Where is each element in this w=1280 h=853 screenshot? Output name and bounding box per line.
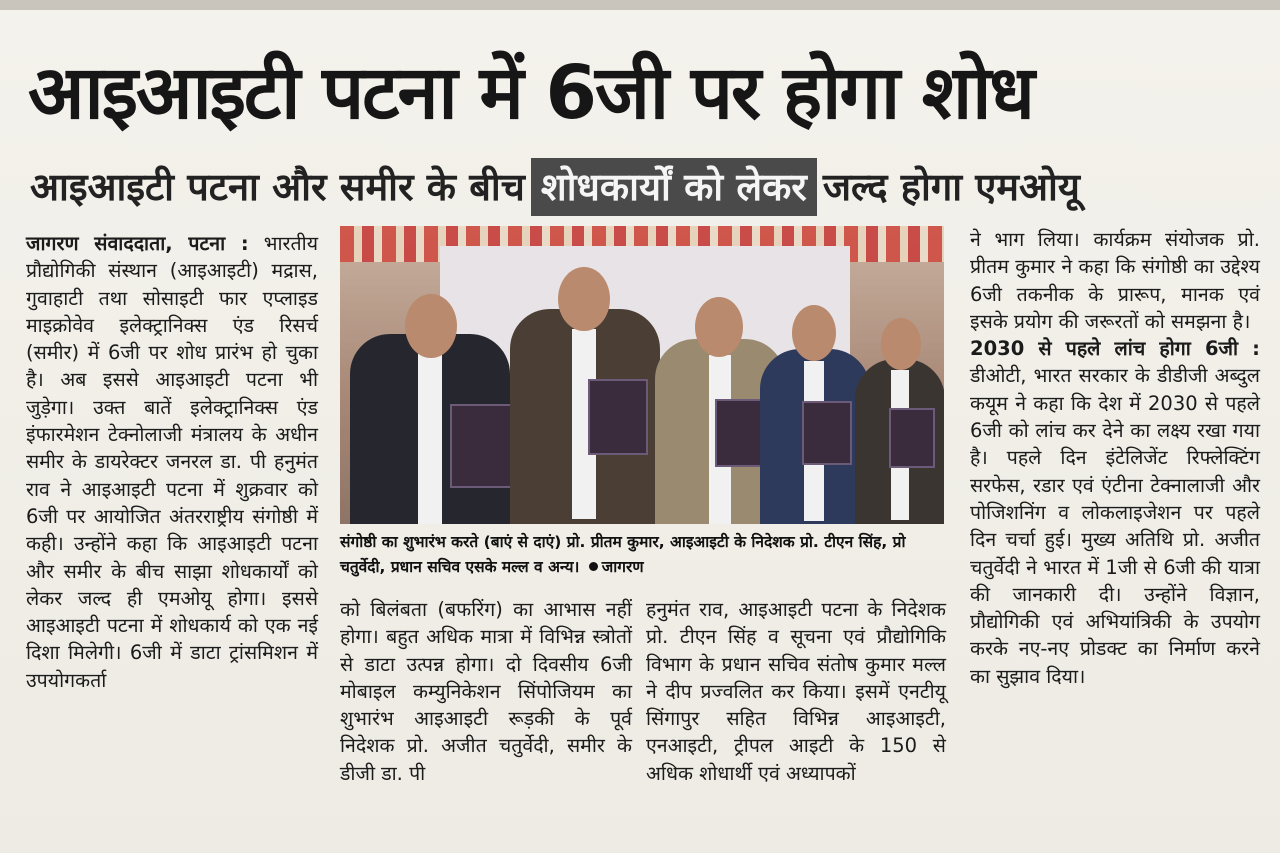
photo-credit: जागरण xyxy=(601,558,644,576)
subheadline-highlight: शोधकार्यों को लेकर xyxy=(531,158,817,216)
article-column-1 xyxy=(26,230,318,694)
person-5 xyxy=(855,304,944,524)
article-column-4 xyxy=(970,226,1260,690)
caption-text: संगोष्ठी का शुभारंभ करते (बाएं से दाएं) प्रो. प्रीतम कुमार, आइआइटी के निदेशक प्रो. टीएन सिंह, प्रो चतुर्वेदी, प्रधान सचिव एसके मल्ल व अन्य। xyxy=(340,533,906,576)
column-4-text-1: ने भाग लिया। कार्यक्रम संयोजक प्रो. प्रीतम कुमार ने कहा कि संगोष्ठी का उद्देश्य 6जी तकनीक के प्रारूप, मानक एवं इसके प्रयोग की जरूरतों को समझना है। xyxy=(970,228,1260,333)
event-photo xyxy=(340,226,944,524)
column-2-text: को बिलंबता (बफरिंग) का आभास नहीं होगा। बहुत अधिक मात्रा में विभिन्न स्त्रोतों से डाटा उत्पन्न होगा। दो दिवसीय 6जी मोबाइल कम्युनिकेशन सिंपोजियम का शुभारंभ आइआइटी रूड़की के पूर्व निदेशक प्रो. अजीत चतुर्वेदी, समीर के डीजी डा. पी xyxy=(340,598,632,785)
column-4-text-2: डीओटी, भारत सरकार के डीडीजी अब्दुल कयूम ने कहा कि देश में 2030 से पहले 6जी को लांच कर देने का लक्ष्य रखा गया है। पहले दिन इंटेलिजेंट रिफ्लेक्टिंग सरफेस, रडार एवं एंटीना टेक्नालाजी और पोजिशनिंग व लोकलाइजेशन पर पहले दिन चर्चा हुई। मुख्य अतिथि प्रो. अजीत चतुर्वेदी ने भारत में 1जी से 6जी की यात्रा की जानकारी दी। उन्होंने विज्ञान, प्रौद्योगिकी एवं अभियांत्रिकी के उपयोग करके नए-नए प्रोडक्ट का निर्माण करने का सुझाव दिया। xyxy=(970,364,1260,688)
page-edge xyxy=(0,0,1280,10)
credit-icon xyxy=(589,562,598,571)
subheadline xyxy=(30,155,1270,219)
person-2 xyxy=(510,249,660,524)
subheadline-after: जल्द होगा एमओयू xyxy=(822,165,1080,209)
person-1 xyxy=(350,274,510,524)
byline: जागरण संवाददाता, पटना : xyxy=(26,232,249,255)
subheadline-before: आइआइटी पटना और समीर के बीच xyxy=(30,165,525,209)
column-4-subhead: 2030 से पहले लांच होगा 6जी : xyxy=(970,337,1260,361)
photo-caption xyxy=(340,530,944,580)
article-column-2 xyxy=(340,596,632,787)
column-1-text: भारतीय प्रौद्योगिकी संस्थान (आइआइटी) मद्रास, गुवाहाटी तथा सोसाइटी फार एप्लाइड माइक्रोवेव इलेक्ट्रानिक्स एंड रिसर्च (समीर) में 6जी पर शोध प्रारंभ हो चुका है। अब इससे आइआइटी पटना भी जुड़ेगा। उक्त बातें इलेक्ट्रानिक्स एंड इंफारमेशन टेक्नोलाजी मंत्रालय के अधीन समीर के डायरेक्टर जनरल डा. पी हनुमंत राव ने आइआइटी पटना में शुक्रवार को 6जी पर आयोजित अंतरराष्ट्रीय संगोष्ठी में कही। उन्होंने कहा कि आइआइटी पटना और समीर के बीच साझा शोधकार्यों को लेकर जल्द ही एमओयू होगा। इससे आइआइटी पटना में शोधकार्य को एक नई दिशा मिलेगी। 6जी में डाटा ट्रांसमिशन में उपयोगकर्ता xyxy=(26,232,319,692)
column-3-text: हनुमंत राव, आइआइटी पटना के निदेशक प्रो. टीएन सिंह व सूचना एवं प्रौद्योगिकि विभाग के प्रधान सचिव संतोष कुमार मल्ल ने दीप प्रज्वलित कर किया। इसमें एनटीयू सिंगापुर सहित विभिन्न आइआइटी, एनआइटी, ट्रीपल आइटी के 150 से अधिक शोधार्थी एवं अध्यापकों xyxy=(646,598,946,785)
article-column-3 xyxy=(646,596,946,787)
headline: आइआइटी पटना में 6जी पर होगा शोध xyxy=(28,50,1033,136)
person-4 xyxy=(760,289,870,524)
